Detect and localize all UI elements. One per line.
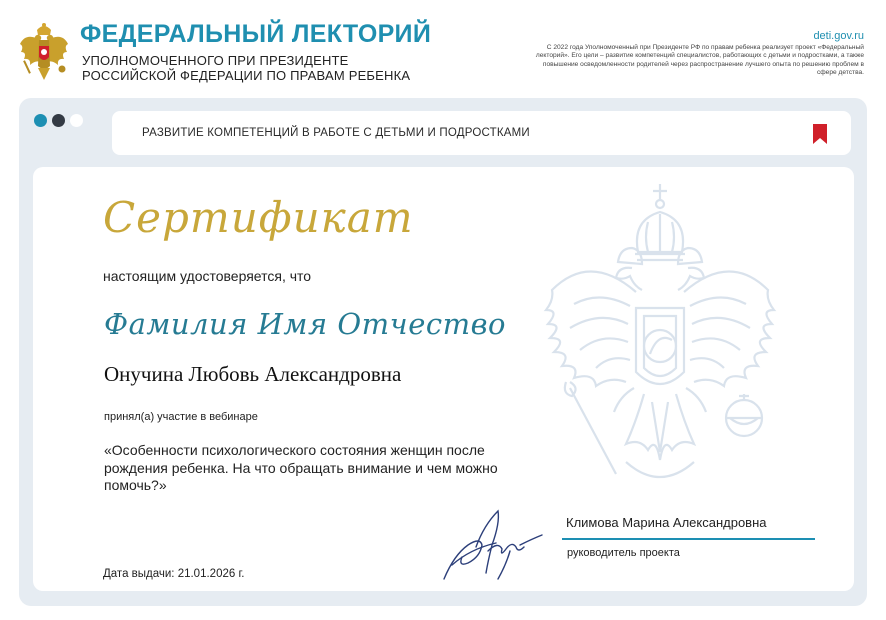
intro-text: настоящим удостоверяется, что — [103, 268, 312, 284]
bookmark-icon — [812, 123, 828, 145]
window-dot-white — [70, 114, 83, 127]
window-dot-blue — [34, 114, 47, 127]
project-description: С 2022 года Уполномоченный при Президенте РФ по правам ребенка реализует проект «Федеральный лекторий». Его цели – развитие компетенций специалистов, работающих с детьми и подростками, а также повышение осведомленности родителей через распространение лучшего опыта по решению проблем в сфере детства. — [535, 44, 864, 77]
signer-underline — [562, 538, 815, 540]
signer-role: руководитель проекта — [567, 547, 680, 559]
site-link[interactable]: deti.gov.ru — [813, 30, 864, 42]
recipient-name: Онучина Любовь Александровна — [104, 362, 402, 386]
participation-text: принял(а) участие в вебинаре — [104, 411, 258, 423]
window-dot-dark — [52, 114, 65, 127]
signature-icon — [440, 505, 545, 585]
signer-name: Климова Марина Александровна — [566, 515, 767, 530]
issue-date: Дата выдачи: 21.01.2026 г. — [103, 568, 245, 580]
coat-of-arms-icon — [18, 22, 70, 84]
header-subtitle-line2: РОССИЙСКОЙ ФЕДЕРАЦИИ ПО ПРАВАМ РЕБЕНКА — [82, 68, 411, 83]
name-heading: Фамилия Имя Отчество — [104, 307, 506, 341]
webinar-title: «Особенности психологического состояния женщин после рождения ребенка. На что обращать внимание и чем можно помочь?» — [104, 442, 498, 493]
header-subtitle-line1: УПОЛНОМОЧЕННОГО ПРИ ПРЕЗИДЕНТЕ — [82, 53, 349, 68]
header-title: ФЕДЕРАЛЬНЫЙ ЛЕКТОРИЙ — [80, 20, 432, 48]
certificate-title: Сертификат — [103, 193, 414, 242]
topic-label: РАЗВИТИЕ КОМПЕТЕНЦИЙ В РАБОТЕ С ДЕТЬМИ И ПОДРОСТКАМИ — [142, 127, 530, 139]
coat-of-arms-watermark-icon — [540, 182, 780, 497]
